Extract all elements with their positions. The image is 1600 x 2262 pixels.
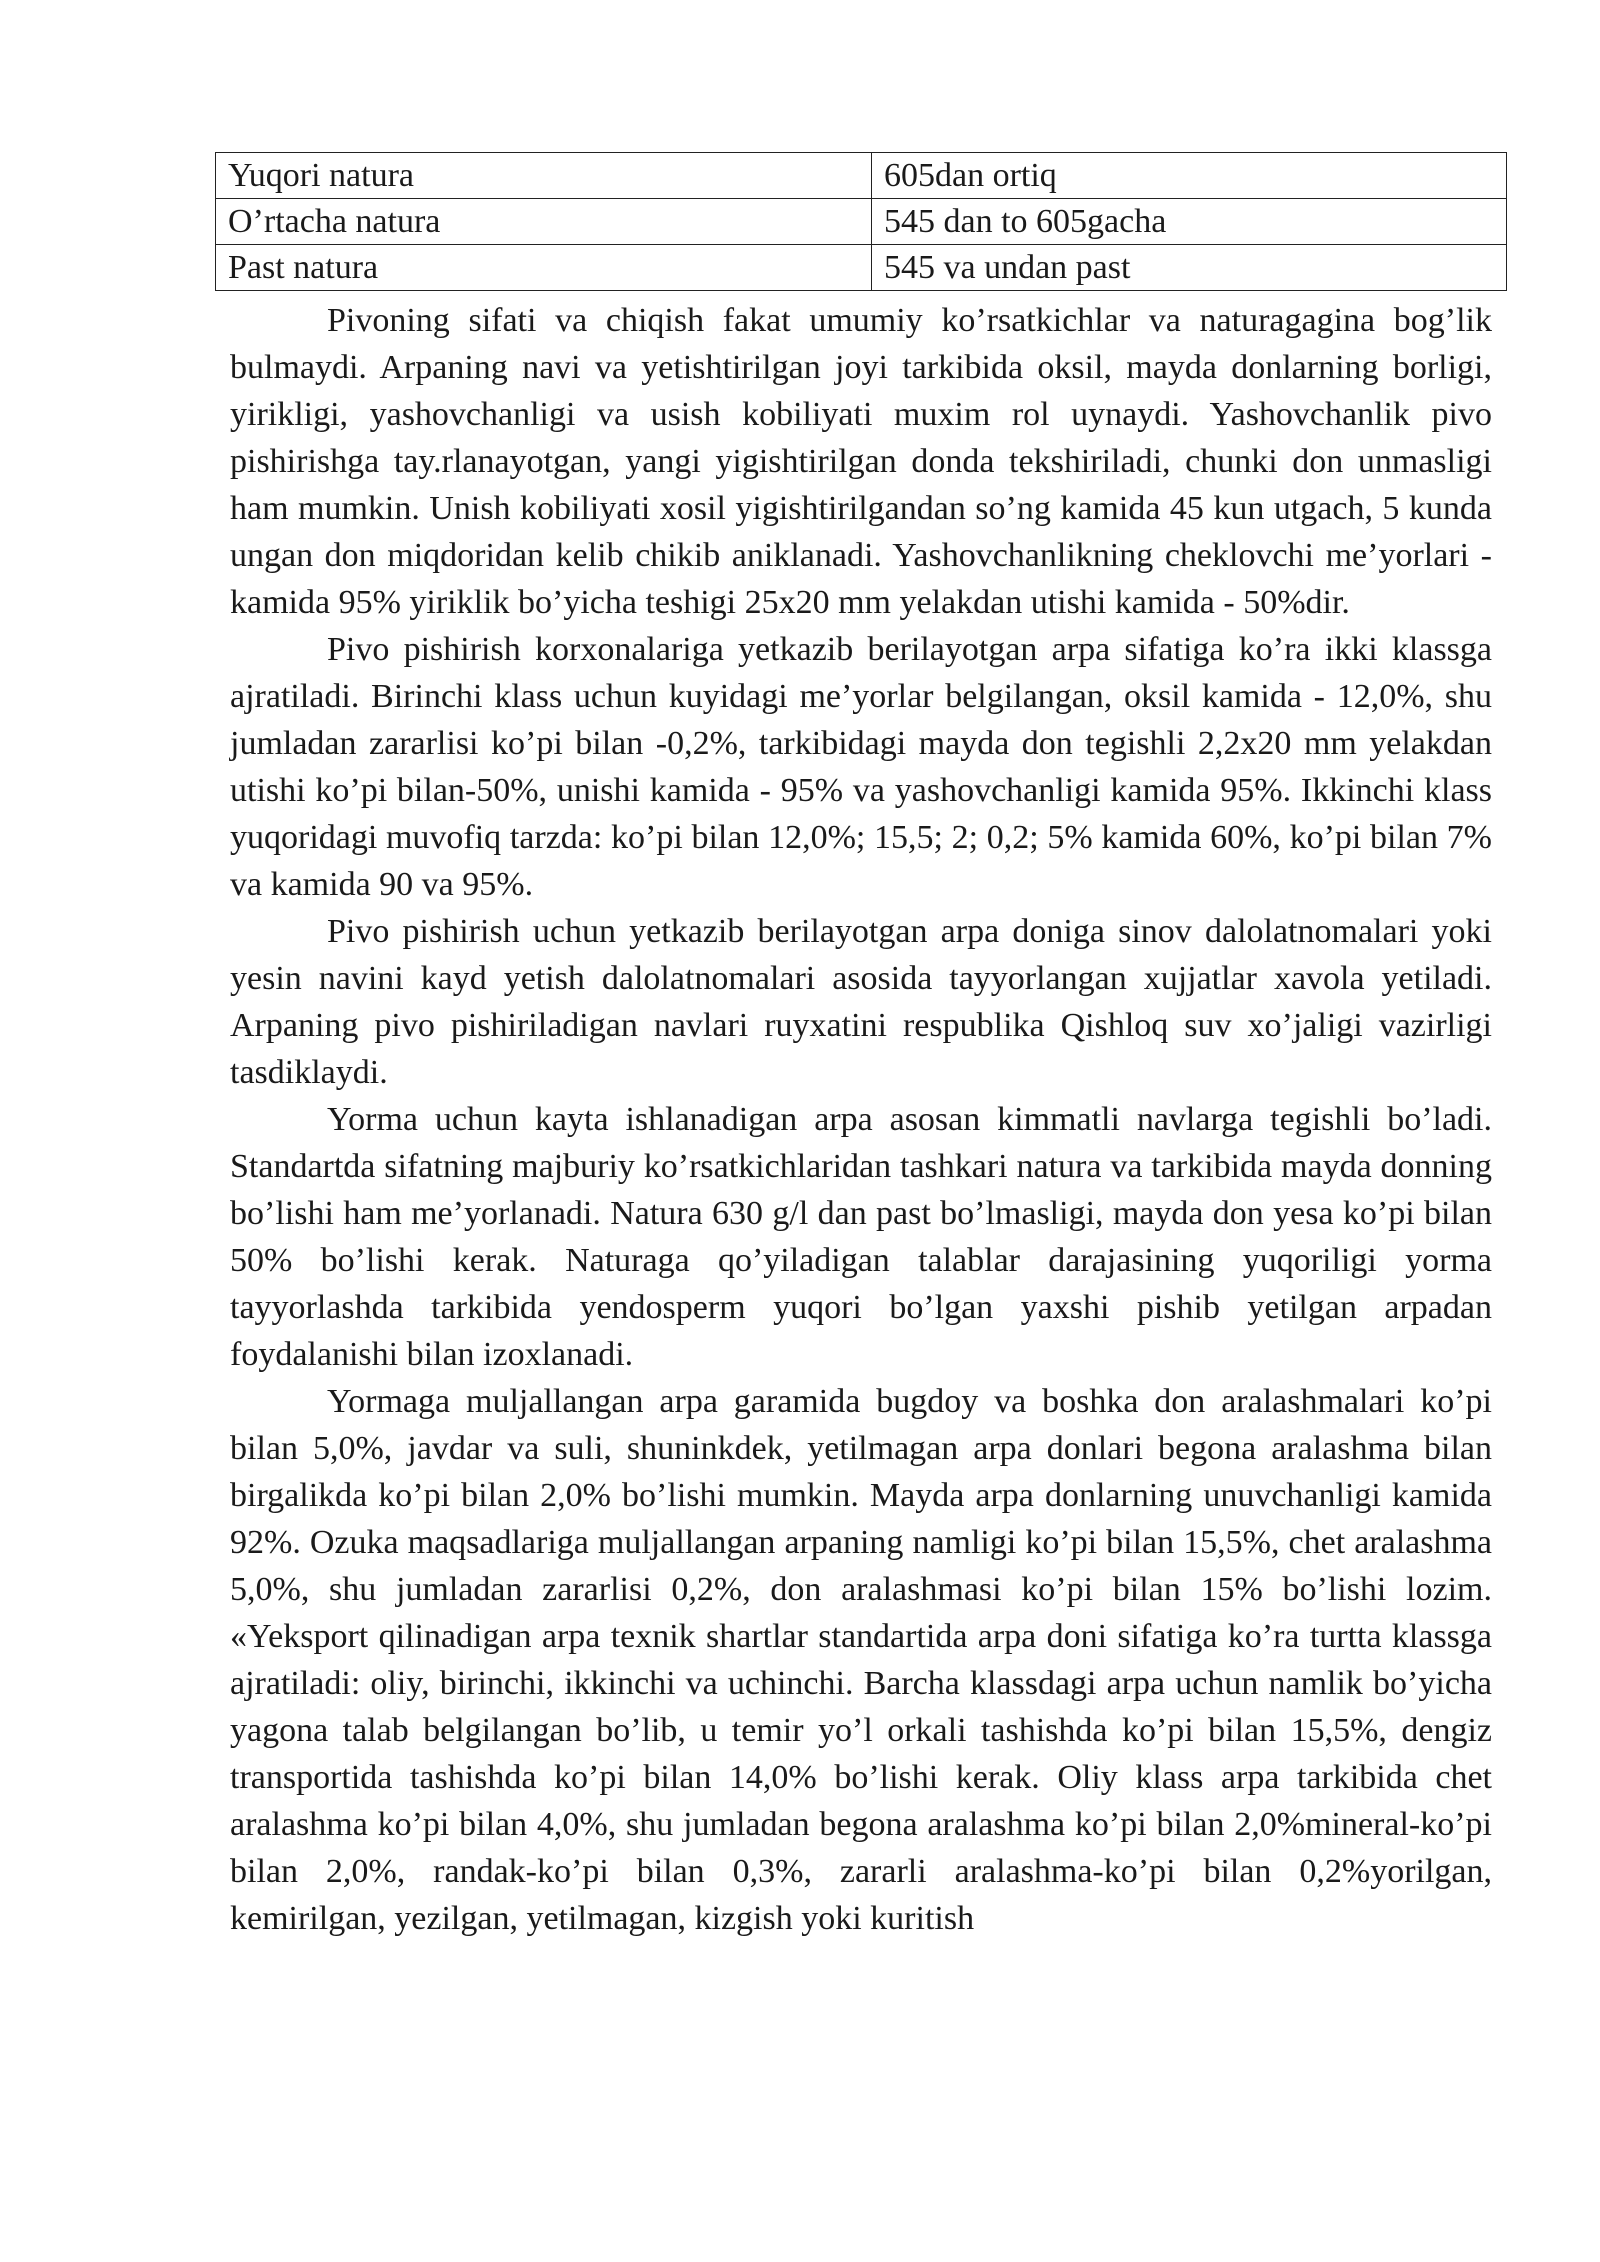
table-cell-value: 605dan ortiq [872,153,1507,199]
table-row [216,199,1507,245]
table-cell-label: O’rtacha natura [216,199,872,245]
paragraph: Pivo pishirish uchun yetkazib berilayotgan arpa doniga sinov dalolatnomalari yoki yesin navini kayd yetish dalolatnomalari asosida tayyorlangan xujjatlar xavola yetiladi. Arpaning pivo pishiriladigan navlari ruyxatini respublika Qishloq suv xo’jaligi vazirligi tasdiklaydi. [230,913,1492,1091]
paragraph: Yormaga muljallangan arpa garamida bugdoy va boshka don aralashmalari ko’pi bilan 5,0%, javdar va suli, shuninkdek, yetilmagan arpa donlari begona aralashma bilan birgalikda ko’pi bilan 2,0% bo’lishi mumkin. Mayda arpa donlarning unuvchanligi kamida 92%. Ozuka maqsadlariga muljallangan arpaning namligi ko’pi bilan 15,5%, chet aralashma 5,0%, shu jumladan zararlisi 0,2%, don aralashmasi ko’pi bilan 15% bo’lishi lozim. «Yeksport qilinadigan arpa texnik shartlar standartida arpa doni sifatiga ko’ra turtta klassga ajratiladi: oliy, birinchi, ikkinchi va uchinchi. Barcha klassdagi arpa uchun namlik bo’yicha yagona talab belgilangan bo’lib, u temir yo’l orkali tashishda ko’pi bilan 15,5%, dengiz transportida tashishda ko’pi bilan 14,0% bo’lishi kerak. Oliy klass arpa tarkibida chet aralashma ko’pi bilan 4,0%, shu jumladan begona aralashma ko’pi bilan 2,0%mineral-ko’pi bilan 2,0%, randak-ko’pi bilan 0,3%, zararli aralashma-ko’pi bilan 0,2%yorilgan, kemirilgan, yezilgan, yetilmagan, kizgish yoki kuritish [230,1383,1492,1937]
table-row [216,153,1507,199]
body-text [230,297,1492,1942]
table-cell-value: 545 va undan past [872,245,1507,291]
natura-table [215,152,1507,291]
table-cell-label: Yuqori natura [216,153,872,199]
paragraph: Yorma uchun kayta ishlanadigan arpa asosan kimmatli navlarga tegishli bo’ladi. Standartda sifatning majburiy ko’rsatkichlaridan tashkari natura va tarkibida mayda donning bo’lishi ham me’yorlanadi. Natura 630 g/l dan past bo’lmasligi, mayda don yesa ko’pi bilan 50% bo’lishi kerak. Naturaga qo’yiladigan talablar darajasining yuqoriligi yorma tayyorlashda tarkibida yendosperm yuqori bo’lgan yaxshi pishib yetilgan arpadan foydalanishi bilan izoxlanadi. [230,1101,1492,1373]
paragraph: Pivoning sifati va chiqish fakat umumiy ko’rsatkichlar va naturagagina bog’lik bulmaydi. Arpaning navi va yetishtirilgan joyi tarkibida oksil, mayda donlarning borligi, yirikligi, yashovchanligi va usish kobiliyati muxim rol uynaydi. Yashovchanlik pivo pishirishga tay.rlanayotgan, yangi yigishtirilgan donda tekshiriladi, chunki don unmasligi ham mumkin. Unish kobiliyati xosil yigishtirilgandan so’ng kamida 45 kun utgach, 5 kunda ungan don miqdoridan kelib chikib aniklanadi. Yashovchanlikning cheklovchi me’yorlari - kamida 95% yiriklik bo’yicha teshigi 25x20 mm yelakdan utishi kamida - 50%dir. [230,302,1492,621]
table-cell-value: 545 dan to 605gacha [872,199,1507,245]
paragraph: Pivo pishirish korxonalariga yetkazib berilayotgan arpa sifatiga ko’ra ikki klassga ajratiladi. Birinchi klass uchun kuyidagi me’yorlar belgilangan, oksil kamida - 12,0%, shu jumladan zararlisi ko’pi bilan -0,2%, tarkibidagi mayda don tegishli 2,2x20 mm yelakdan utishi ko’pi bilan-50%, unishi kamida - 95% va yashovchanligi kamida 95%. Ikkinchi klass yuqoridagi muvofiq tarzda: ko’pi bilan 12,0%; 15,5; 2; 0,2; 5% kamida 60%, ko’pi bilan 7% va kamida 90 va 95%. [230,631,1492,903]
table-cell-label: Past natura [216,245,872,291]
table-row [216,245,1507,291]
